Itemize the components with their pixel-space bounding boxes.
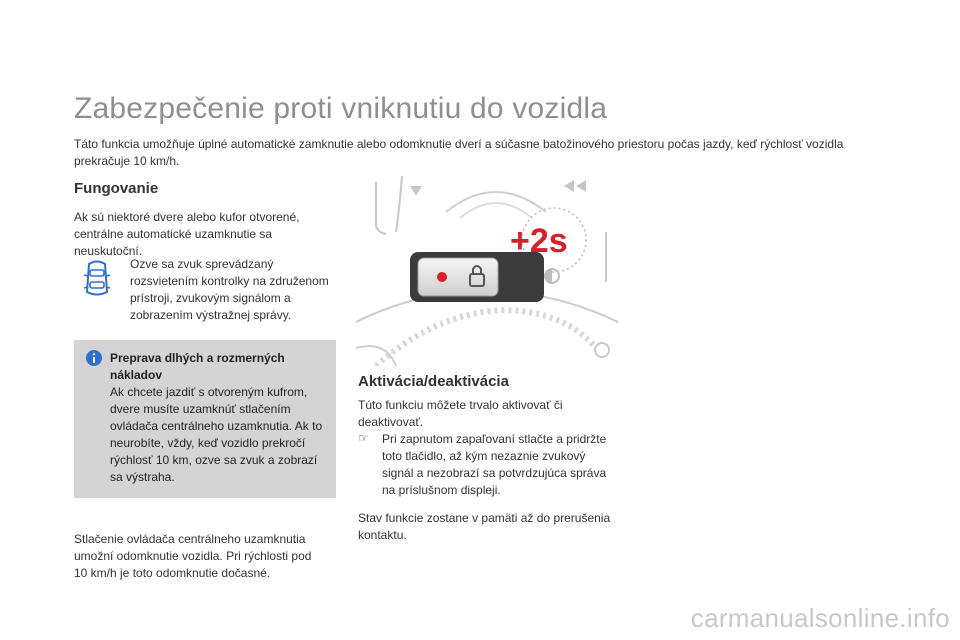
car-lock-icon — [80, 258, 114, 298]
pointer-bullet-icon: ☞ — [358, 431, 369, 445]
info-box-text: Ak chcete jazdiť s otvoreným kufrom, dvere musíte uzamknúť stlačením ovládača centrálneho uzamknutia. Ak to neurobíte, vždy, keď vozidlo prekročí rýchlosť 10 km, ozve sa zvuk a zobrazí sa výstraha. — [110, 385, 323, 484]
activation-paragraph-1: Túto funkciu môžete trvalo aktivovať či deaktivovať. — [358, 398, 563, 429]
info-circle-icon — [86, 350, 102, 366]
info-box-title: Preprava dlhých a rozmerných nákladov — [110, 351, 285, 382]
watermark: carmanualsonline.info — [690, 603, 950, 633]
activation-paragraph-2: Stav funkcie zostane v pamäti až do prerušenia kontaktu. — [358, 511, 611, 542]
page-title: Zabezpečenie proti vniknutiu do vozidla — [74, 92, 608, 125]
hold-2s-label: +2s — [510, 222, 568, 260]
operation-paragraph-3: Stlačenie ovládača centrálneho uzamknutia umožní odomknutie vozidla. Pri rýchlosti pod 10 km/h je toto odomknutie dočasné. — [74, 532, 312, 580]
info-box-long-loads — [74, 340, 336, 498]
intro-text: Táto funkcia umožňuje úplné automatické zamknutie alebo odomknutie dverí a súčasne batožinového priestoru počas jazdy, keď rýchlosť vozidla prekračuje 10 km/h. — [74, 137, 844, 168]
activation-bullet-text: Pri zapnutom zapaľovaní stlačte a pridržte toto tlačidlo, až kým nezaznie zvukový signál a nezobrazí sa potvrdzujúca správa na príslušnom displeji. — [382, 432, 607, 497]
operation-paragraph-2: Ozve sa zvuk sprevádzaný rozsvietením kontrolky na združenom prístroji, zvukovým signálom a zobrazením výstražnej správy. — [130, 257, 329, 322]
section-heading-operation: Fungovanie — [74, 180, 159, 197]
operation-paragraph-1: Ak sú niektoré dvere alebo kufor otvorené, centrálne automatické uzamknutie sa neuskutoční. — [74, 210, 300, 258]
dashboard-button-illustration — [356, 172, 620, 366]
section-heading-activation: Aktivácia/deaktivácia — [358, 373, 509, 390]
